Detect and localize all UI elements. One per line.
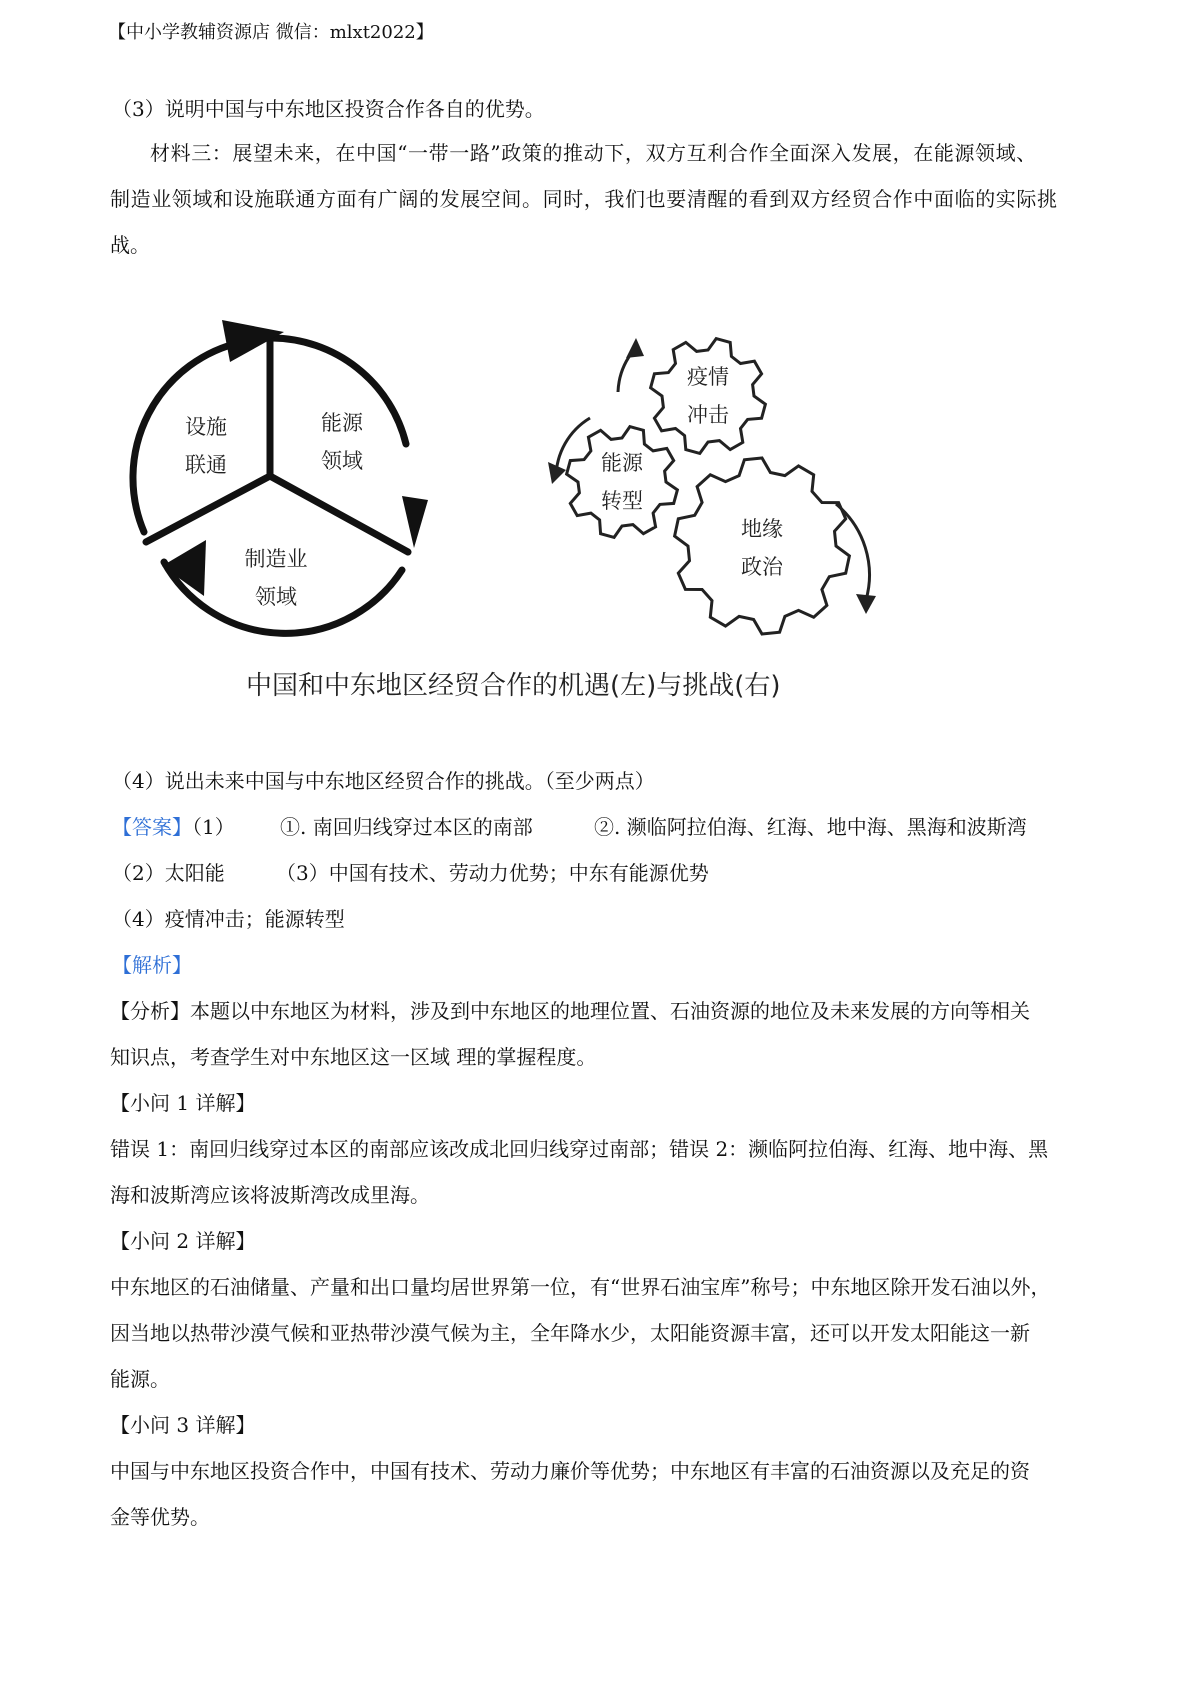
segment-2-line-2: 领域 [321,449,363,473]
sub-question-2-line-1: 中东地区的石油储量、产量和出口量均居世界第一位，有“世界石油宝库”称号；中东地区除开发石油以外， [110,1275,1051,1299]
gear-2-line-1: 能源 [601,451,643,475]
gear-2-line-2: 转型 [601,489,643,513]
segment-1-line-2: 联通 [185,453,227,477]
sub-question-1-line-2: 海和波斯湾应该将波斯湾改成里海。 [110,1183,430,1207]
segment-3-line-1: 制造业 [244,547,308,571]
gear-3-line-2: 政治 [741,555,783,579]
analysis-tag: 【解析】 [112,953,192,977]
divider-left [146,476,270,542]
answer-4: （4）疫情冲击；能源转型 [112,907,345,931]
segment-3-line-2: 领域 [255,585,297,609]
analysis-line-2: 知识点，考查学生对中东地区这一区域 理的掌握程度。 [110,1045,597,1069]
analysis-line-1: 【分析】本题以中东地区为材料，涉及到中东地区的地理位置、石油资源的地位及未来发展的方向等相关 [110,999,1030,1023]
sub-question-2-title: 【小问 2 详解】 [110,1229,256,1253]
segment-2-line-1: 能源 [321,411,363,435]
gear-2-outline [567,427,678,538]
answer-2: （2）太阳能 [112,861,225,885]
segment-1-line-1: 设施 [185,415,227,439]
divider-right [270,476,408,552]
question-4: （4）说出未来中国与中东地区经贸合作的挑战。（至少两点） [112,769,655,793]
sub-question-3-line-2: 金等优势。 [110,1505,210,1529]
figure-caption: 中国和中东地区经贸合作的机遇(左)与挑战(右) [246,671,781,701]
answer-1-item-1: ①. 南回归线穿过本区的南部 [280,815,533,839]
question-3: （3）说明中国与中东地区投资合作各自的优势。 [112,97,545,121]
gear-1-line-1: 疫情 [687,365,729,389]
answer-line-1 [112,814,235,840]
answer-1-item-2: ②. 濒临阿拉伯海、红海、地中海、黑海和波斯湾 [594,815,1027,839]
gear-arrow-head-top [626,338,644,358]
gear-1-line-2: 冲击 [687,403,729,427]
answer-tag: 【答案】 [112,815,192,839]
material-3-line-3: 战。 [110,233,150,257]
cooperation-figure [0,300,1200,640]
sub-question-1-line-1: 错误 1：南回归线穿过本区的南部应该改成北回归线穿过南部；错误 2：濒临阿拉伯海、红海、地中海、黑 [110,1137,1049,1161]
sub-question-1-title: 【小问 1 详解】 [110,1091,256,1115]
answer-1-prefix: （1） [192,815,235,839]
sub-question-2-line-2: 因当地以热带沙漠气候和亚热带沙漠气候为主，全年降水少，太阳能资源丰富，还可以开发太阳能这一新 [110,1321,1030,1345]
gear-arrow-head-right [856,594,876,614]
answer-3: （3）中国有技术、劳动力优势；中东有能源优势 [276,861,709,885]
arrow-head-right [402,496,428,548]
material-3-line-1: 材料三：展望未来，在中国“一带一路”政策的推动下，双方互利合作全面深入发展，在能源领域、 [150,141,1037,165]
sub-question-3-line-1: 中国与中东地区投资合作中，中国有技术、劳动力廉价等优势；中东地区有丰富的石油资源以及充足的资 [110,1459,1030,1483]
gear-3-outline [675,458,850,634]
page-header: 【中小学教辅资源店 微信：mlxt2022】 [108,22,434,43]
sub-question-2-line-3: 能源。 [110,1367,170,1391]
gear-3-line-1: 地缘 [741,517,783,541]
gear-1-outline [651,339,766,454]
sub-question-3-title: 【小问 3 详解】 [110,1413,256,1437]
material-3-line-2: 制造业领域和设施联通方面有广阔的发展空间。同时，我们也要清醒的看到双方经贸合作中面临的实际挑 [110,187,1058,211]
